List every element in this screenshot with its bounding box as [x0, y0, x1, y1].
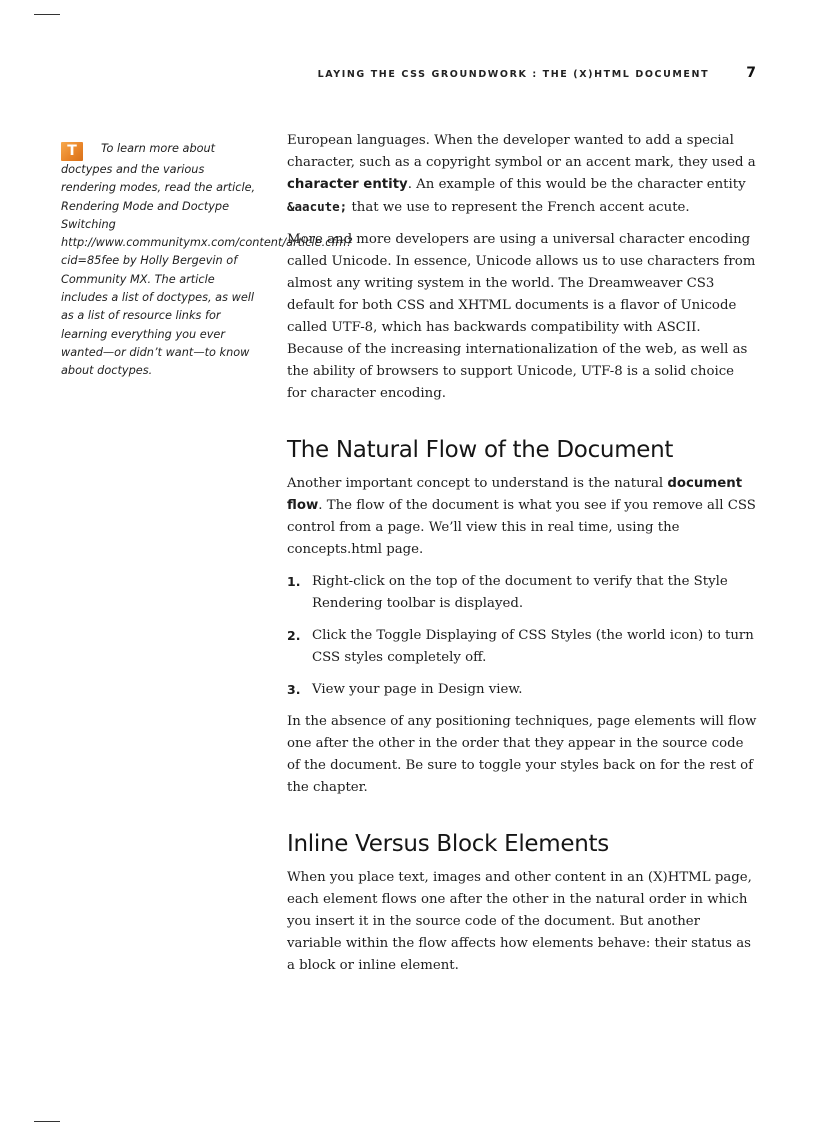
bold-term: document flow: [287, 476, 743, 513]
text-run: . The flow of the document is what you see if you remove all CSS control from a page. We’ll view this in real time, using the concepts.html page.: [287, 498, 756, 557]
paragraph-character-entity: [287, 130, 757, 219]
code-entity: &aacute;: [287, 199, 348, 214]
step-number: 2.: [287, 628, 301, 643]
text-run: that we use to represent the French accent acute.: [347, 200, 690, 215]
crop-mark-bottom: [34, 1121, 60, 1122]
paragraph-inline-block: When you place text, images and other content in an (X)HTML page, each element flows one after the other in the natural order in which you insert it in the source code of the document. But another variable within the flow affects how elements behave: their status as a block or inline element.: [287, 870, 752, 973]
steps-list: [287, 571, 757, 701]
step-text: Right-click on the top of the document to verify that the Style Rendering toolbar is displayed.: [312, 574, 728, 611]
heading-inline-block: Inline Versus Block Elements: [287, 831, 609, 857]
step-text: View your page in Design view.: [312, 682, 523, 697]
step-number: 3.: [287, 682, 301, 697]
crop-mark-top: [34, 14, 60, 15]
page-number: 7: [746, 65, 756, 81]
step-text: Click the Toggle Displaying of CSS Styles (the world icon) to turn CSS styles completely off.: [312, 628, 754, 665]
step-number: 1.: [287, 574, 301, 589]
heading-natural-flow: The Natural Flow of the Document: [287, 437, 674, 463]
running-header: [318, 62, 756, 81]
paragraph-positioning: In the absence of any positioning techniques, page elements will flow one after the other in the order that they appear in the source code of the document. Be sure to toggle your styles back on for the rest of the chapter.: [287, 714, 757, 795]
paragraph-unicode: More and more developers are using a universal character encoding called Unicode. In essence, Unicode allows us to use characters from almost any writing system in the world. The Dreamweaver CS3 default for both CSS and XHTML documents is a flavor of Unicode called UTF-8, which has backwards compatibility with ASCII. Because of the increasing internationalization of the web, as well as the ability of browsers to support Unicode, UTF-8 is a solid choice for character encoding.: [287, 232, 756, 401]
text-run: . An example of this would be the character entity: [407, 177, 746, 192]
list-item: [287, 679, 757, 701]
text-run: European languages. When the developer wanted to add a special character, such as a copyright symbol or an accent mark, they used a: [287, 133, 756, 170]
sidebar-note: To learn more about doctypes and the various rendering modes, read the article, Rendering Mode and Doctype Switching http://www.communitymx.com/content/article.cfm?cid=85fee by Holly Bergevin of Community MX. The article includes a list of doctypes, as well as a list of resource links for learning everything you ever wanted—or didn’t want—to know about doctypes.: [61, 142, 353, 378]
main-content: [287, 130, 757, 987]
tip-icon: T: [61, 142, 83, 161]
list-item: [287, 571, 757, 615]
text-run: Another important concept to understand is the natural: [287, 476, 668, 491]
running-title: LAYING THE CSS GROUNDWORK : THE (X)HTML DOCUMENT: [317, 69, 710, 80]
list-item: [287, 625, 757, 669]
bold-term: character entity: [287, 177, 408, 192]
paragraph-document-flow: [287, 473, 757, 561]
